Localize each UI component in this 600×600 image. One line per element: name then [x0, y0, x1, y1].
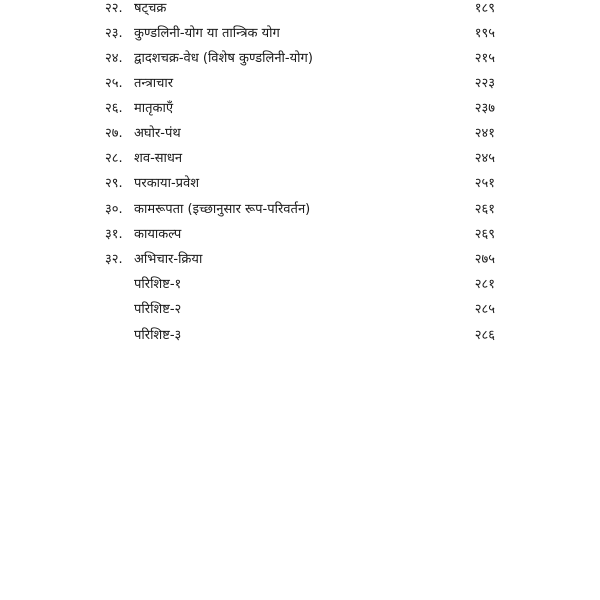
- chapter-title: कुण्डलिनी-योग या तान्त्रिक योग: [134, 26, 280, 41]
- page-number: २२३: [474, 76, 495, 91]
- toc-entry: [105, 248, 495, 272]
- page-number: १९५: [474, 26, 495, 41]
- page-number: २७५: [474, 252, 495, 267]
- chapter-title: अघोर-पंथ: [134, 126, 181, 141]
- chapter-number: २५.: [105, 76, 123, 91]
- toc-entry: [105, 97, 495, 121]
- chapter-number: २८.: [105, 151, 123, 166]
- toc-entry: [105, 198, 495, 222]
- chapter-number: २४.: [105, 51, 123, 66]
- toc-entry: [105, 324, 495, 348]
- chapter-number: ३१.: [105, 227, 123, 242]
- chapter-number: २६.: [105, 101, 123, 116]
- chapter-number: २९.: [105, 176, 123, 191]
- toc-entry: [105, 147, 495, 171]
- appendix-title: परिशिष्ट-२: [134, 302, 182, 317]
- chapter-number: ३०.: [105, 202, 123, 217]
- page-number: २६९: [474, 227, 495, 242]
- toc-entry: [105, 172, 495, 196]
- page-number: २४५: [474, 151, 495, 166]
- page-number: २१५: [474, 51, 495, 66]
- toc-entry: [105, 223, 495, 247]
- chapter-number: ३२.: [105, 252, 123, 267]
- chapter-title: तन्त्राचार: [134, 76, 174, 91]
- toc-entry: [105, 273, 495, 297]
- chapter-title: अभिचार-क्रिया: [134, 252, 203, 267]
- chapter-title: षट्चक्र: [134, 1, 167, 16]
- appendix-title: परिशिष्ट-१: [134, 277, 182, 292]
- page-number: २६१: [474, 202, 495, 217]
- page-number: २८५: [474, 302, 495, 317]
- page-number: २८१: [474, 277, 495, 292]
- chapter-title: कायाकल्प: [134, 227, 182, 242]
- chapter-title: द्वादशचक्र-वेध (विशेष कुण्डलिनी-योग): [134, 51, 313, 66]
- chapter-number: २२.: [105, 1, 123, 16]
- page-number: २८६: [474, 328, 495, 343]
- page-number: २४१: [474, 126, 495, 141]
- page-number: १८९: [474, 1, 495, 16]
- chapter-number: २३.: [105, 26, 123, 41]
- toc-entry: [105, 0, 495, 21]
- chapter-number: २७.: [105, 126, 123, 141]
- chapter-title: कामरूपता (इच्छानुसार रूप-परिवर्तन): [134, 202, 311, 217]
- toc-entry: [105, 22, 495, 46]
- toc-entry: [105, 122, 495, 146]
- appendix-title: परिशिष्ट-३: [134, 328, 182, 343]
- chapter-title: मातृकाएँ: [134, 101, 174, 116]
- page-number: २३७: [474, 101, 495, 116]
- toc-entry: [105, 47, 495, 71]
- chapter-title: शव-साधन: [134, 151, 183, 166]
- page-number: २५१: [474, 176, 495, 191]
- toc-entry: [105, 72, 495, 96]
- toc-entry: [105, 298, 495, 322]
- chapter-title: परकाया-प्रवेश: [134, 176, 200, 191]
